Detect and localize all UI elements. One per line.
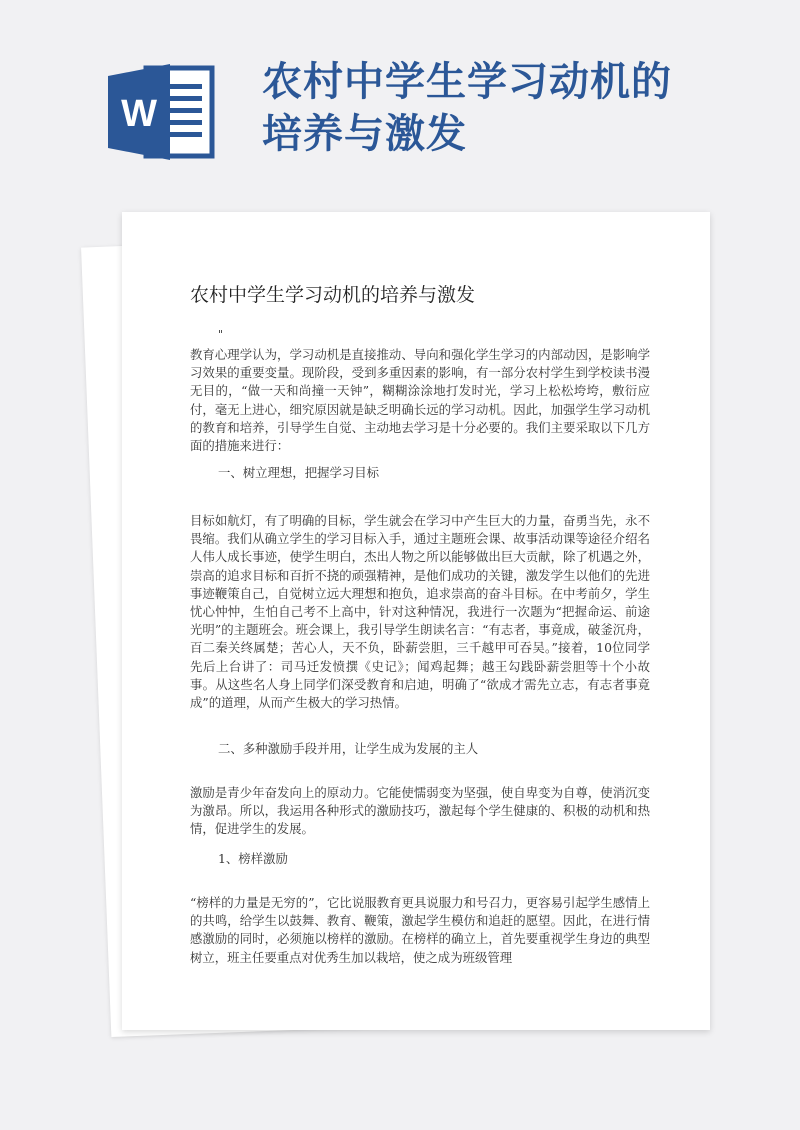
section-heading-1: 一、树立理想，把握学习目标 [218, 465, 380, 480]
paragraph-intro: 教育心理学认为，学习动机是直接推动、导向和强化学生学习的内部动因，是影响学习效果的重要变量。现阶段，受到多重因素的影响，有一部分农村学生到学校读书漫无目的，“做一天和尚撞一天钟”，糊糊涂涂地打发时光，学习上松松垮垮，敷衍应付，毫无上进心，细究原因就是缺乏明确长远的学习动机。因此，加强学生学习动机的教育和培养，引导学生自觉、主动地去学习是十分必要的。我们主要采取以下几方面的措施来进行： [190, 347, 650, 454]
section-heading-2: 二、多种激励手段并用，让学生成为发展的主人 [218, 741, 479, 756]
banner-title-line2: 培养与激发 [262, 111, 467, 157]
svg-text:W: W [121, 93, 157, 135]
word-document-icon [108, 62, 218, 162]
paragraph-role-model: “榜样的力量是无穷的”，它比说服教育更具说服力和号召力，更容易引起学生感情上的共鸣，给学生以鼓舞、教育、鞭策，激起学生模仿和追赶的愿望。因此，在进行情感激励的同时，必须施以榜样的激励。在榜样的确立上，首先要重视学生身边的典型树立，班主任要重点对优秀生加以栽培，使之成为班级管理 [190, 895, 650, 965]
paragraph-goal: 目标如航灯，有了明确的目标，学生就会在学习中产生巨大的力量，奋勇当先，永不畏缩。我们从确立学生的学习目标入手，通过主题班会课、故事活动课等途径介绍名人伟人成长事迹，使学生明白，杰出人物之所以能够做出巨大贡献，除了机遇之外，崇高的追求目标和百折不挠的顽强精神，是他们成功的关键，激发学生以他们的先进事迹鞭策自己，自觉树立远大理想和抱负，追求崇高的奋斗目标。在中考前夕，学生忧心忡忡，生怕自己考不上高中，针对这种情况，我进行一次题为“把握命运、前途光明”的主题班会。班会课上，我引导学生朗读名言：“有志者，事竟成，破釜沉舟，百二秦关终属楚；苦心人，天不负，卧薪尝胆，三千越甲可吞吴。”接着，10位同学先后上台讲了：司马迁发愤撰《史记》；闻鸡起舞；越王勾践卧薪尝胆等十个小故事。从这些名人身上同学们深受教育和启迪，明确了“欲成才需先立志，有志者事竟成”的道理，从而产生极大的学习热情。 [190, 513, 650, 711]
banner [0, 0, 800, 200]
quote-mark: " [218, 328, 224, 341]
subsection-heading-role-model: 1、榜样激励 [218, 851, 288, 866]
banner-title [262, 56, 782, 160]
document-page [122, 212, 710, 1030]
banner-title-line1: 农村中学生学习动机的 [262, 59, 672, 105]
paragraph-motivation: 激励是青少年奋发向上的原动力。它能使懦弱变为坚强，使自卑变为自尊，使消沉变为激昂。所以，我运用各种形式的激励技巧，激起每个学生健康的、积极的动机和热情，促进学生的发展。 [190, 785, 650, 837]
document-title: 农村中学生学习动机的培养与激发 [190, 284, 476, 306]
